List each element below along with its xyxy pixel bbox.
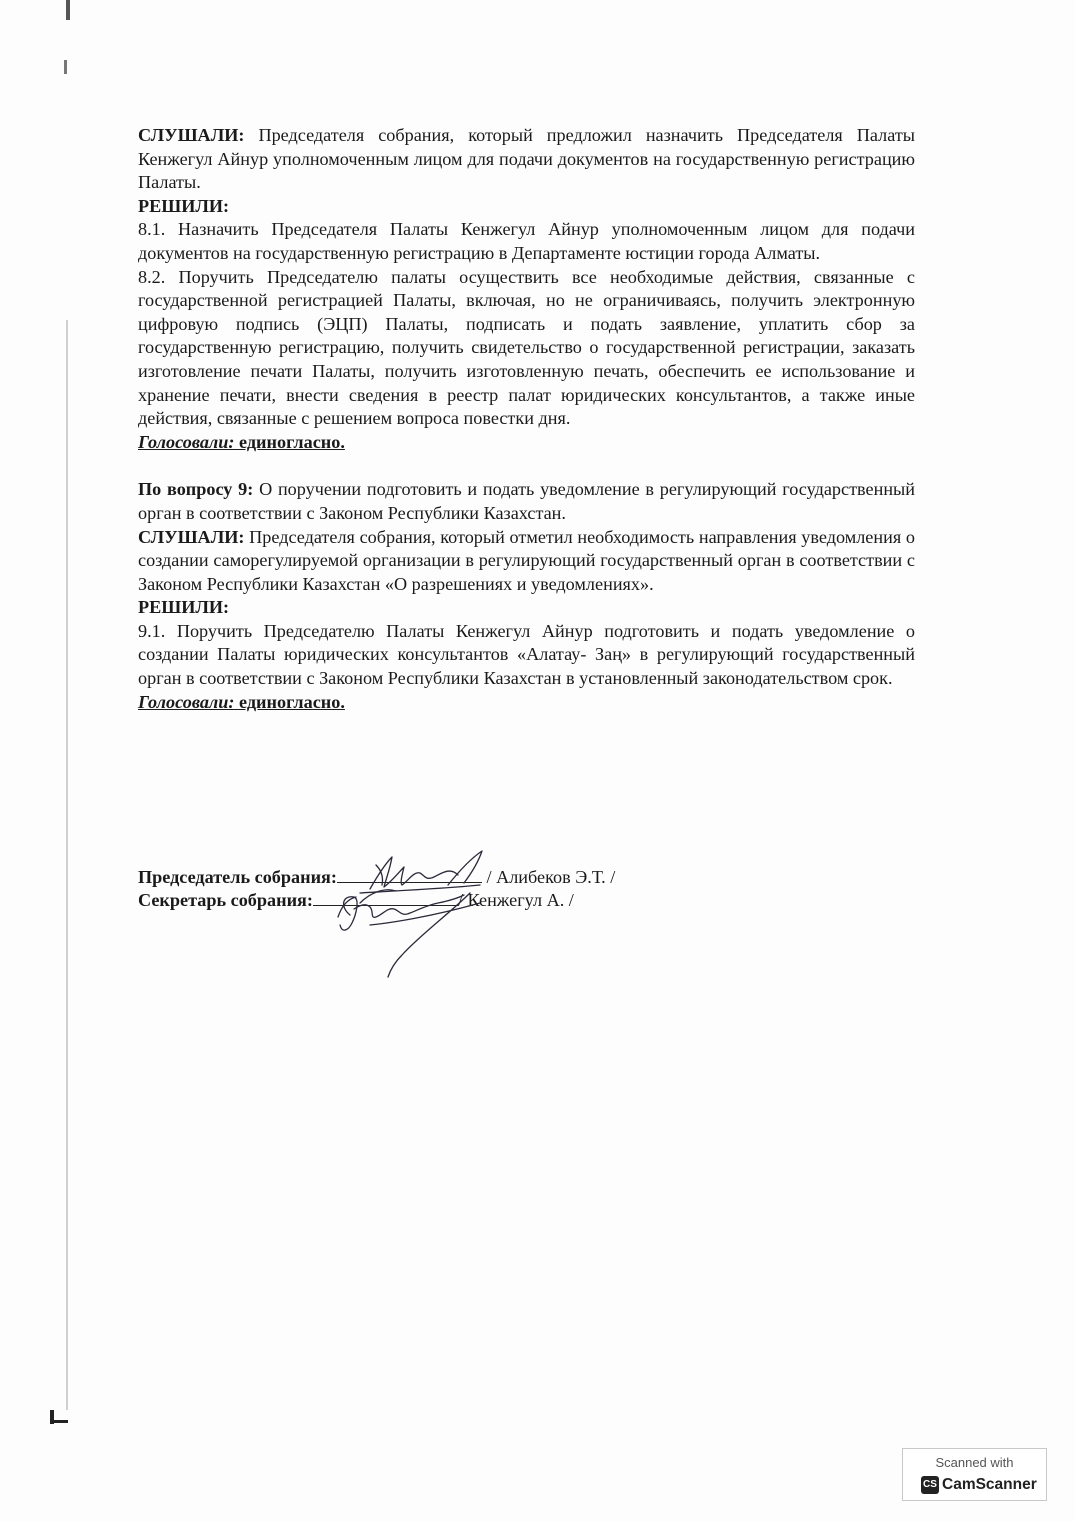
handwritten-signatures — [330, 845, 510, 980]
vote-label: Голосовали: — [138, 431, 235, 452]
question-text: О поручении подготовить и подать уведомление в регулирующий государственный орган в соответствии с Законом Республики Казахстан. — [138, 479, 916, 523]
camscanner-watermark — [902, 1448, 1047, 1501]
watermark-caption: Scanned with — [935, 1455, 1014, 1470]
vote-label: Голосовали: — [138, 691, 235, 712]
decision-item-8-2: 8.2. Поручить Председателю палаты осуществить все необходимые действия, связанные с государственной регистрацией Палаты, включая, но не ограничиваясь, получить электронную цифровую подпись (ЭЦП) Палаты, подписать и подать заявление, уплатить сбор за государственную регистрацию, получить свидетельство о государственной регистрации, заказать изготовление печати Палаты, получить изготовленную печать, обеспечить ее использование и хранение печати, внести сведения в реестр палат юридических консультантов, а также иные действия, связанные с решением вопроса повестки дня. — [138, 266, 915, 429]
secretary-label: Секретарь собрания: — [138, 890, 313, 910]
protocol-body — [138, 124, 915, 714]
scan-edge-artifact — [66, 0, 70, 20]
vote-value: единогласно. — [234, 431, 345, 452]
vote-value: единогласно. — [234, 691, 345, 712]
heard-paragraph-9 — [138, 526, 915, 597]
decided-label: РЕШИЛИ: — [138, 597, 230, 618]
heard-text: Председателя собрания, который предложил назначить Председателя Палаты Кенжегул Айнур уполномоченным лицом для подачи документов на государственную регистрацию Палаты. — [138, 125, 915, 193]
watermark-brand: CamScanner — [942, 1476, 1037, 1493]
heard-text: Председателя собрания, который отметил необходимость направления уведомления о создании саморегулируемой организации в регулирующий государственный орган в соответствии с Законом Республики Казахстан «О разрешениях и уведомлениях». — [138, 526, 915, 594]
camscanner-logo-icon: CS — [921, 1476, 939, 1494]
vote-line-9 — [138, 691, 915, 715]
decided-heading-8 — [138, 195, 915, 219]
vote-line-8 — [138, 431, 915, 455]
question-paragraph-9 — [138, 478, 915, 525]
secretary-name: / Кенжегул А. / — [457, 890, 574, 910]
question-label: По вопросу 9: — [138, 479, 254, 500]
scan-edge-artifact — [50, 1420, 68, 1423]
decided-label: РЕШИЛИ: — [138, 195, 230, 216]
scan-edge-artifact — [66, 320, 68, 1410]
decision-item-9-1: 9.1. Поручить Председателю Палаты Кенжегул Айнур подготовить и подать уведомление о создании Палаты юридических консультантов «Алатау- Заң» в регулирующий государственный орган в соответствии с Законом Республики Казахстан в установленный законодательством срок. — [138, 620, 915, 689]
scan-edge-artifact — [64, 60, 67, 74]
chairman-name: / Алибеков Э.Т. / — [486, 867, 616, 887]
chairman-label: Председатель собрания: — [138, 867, 337, 887]
heard-label: СЛУШАЛИ: — [138, 526, 245, 547]
decided-heading-9 — [138, 596, 915, 620]
heard-paragraph-8 — [138, 124, 915, 195]
heard-label: СЛУШАЛИ: — [138, 125, 245, 145]
decision-item-8-1: 8.1. Назначить Председателя Палаты Кенжегул Айнур уполномоченным лицом для подачи документов на государственную регистрацию в Департаменте юстиции города Алматы. — [138, 219, 915, 263]
